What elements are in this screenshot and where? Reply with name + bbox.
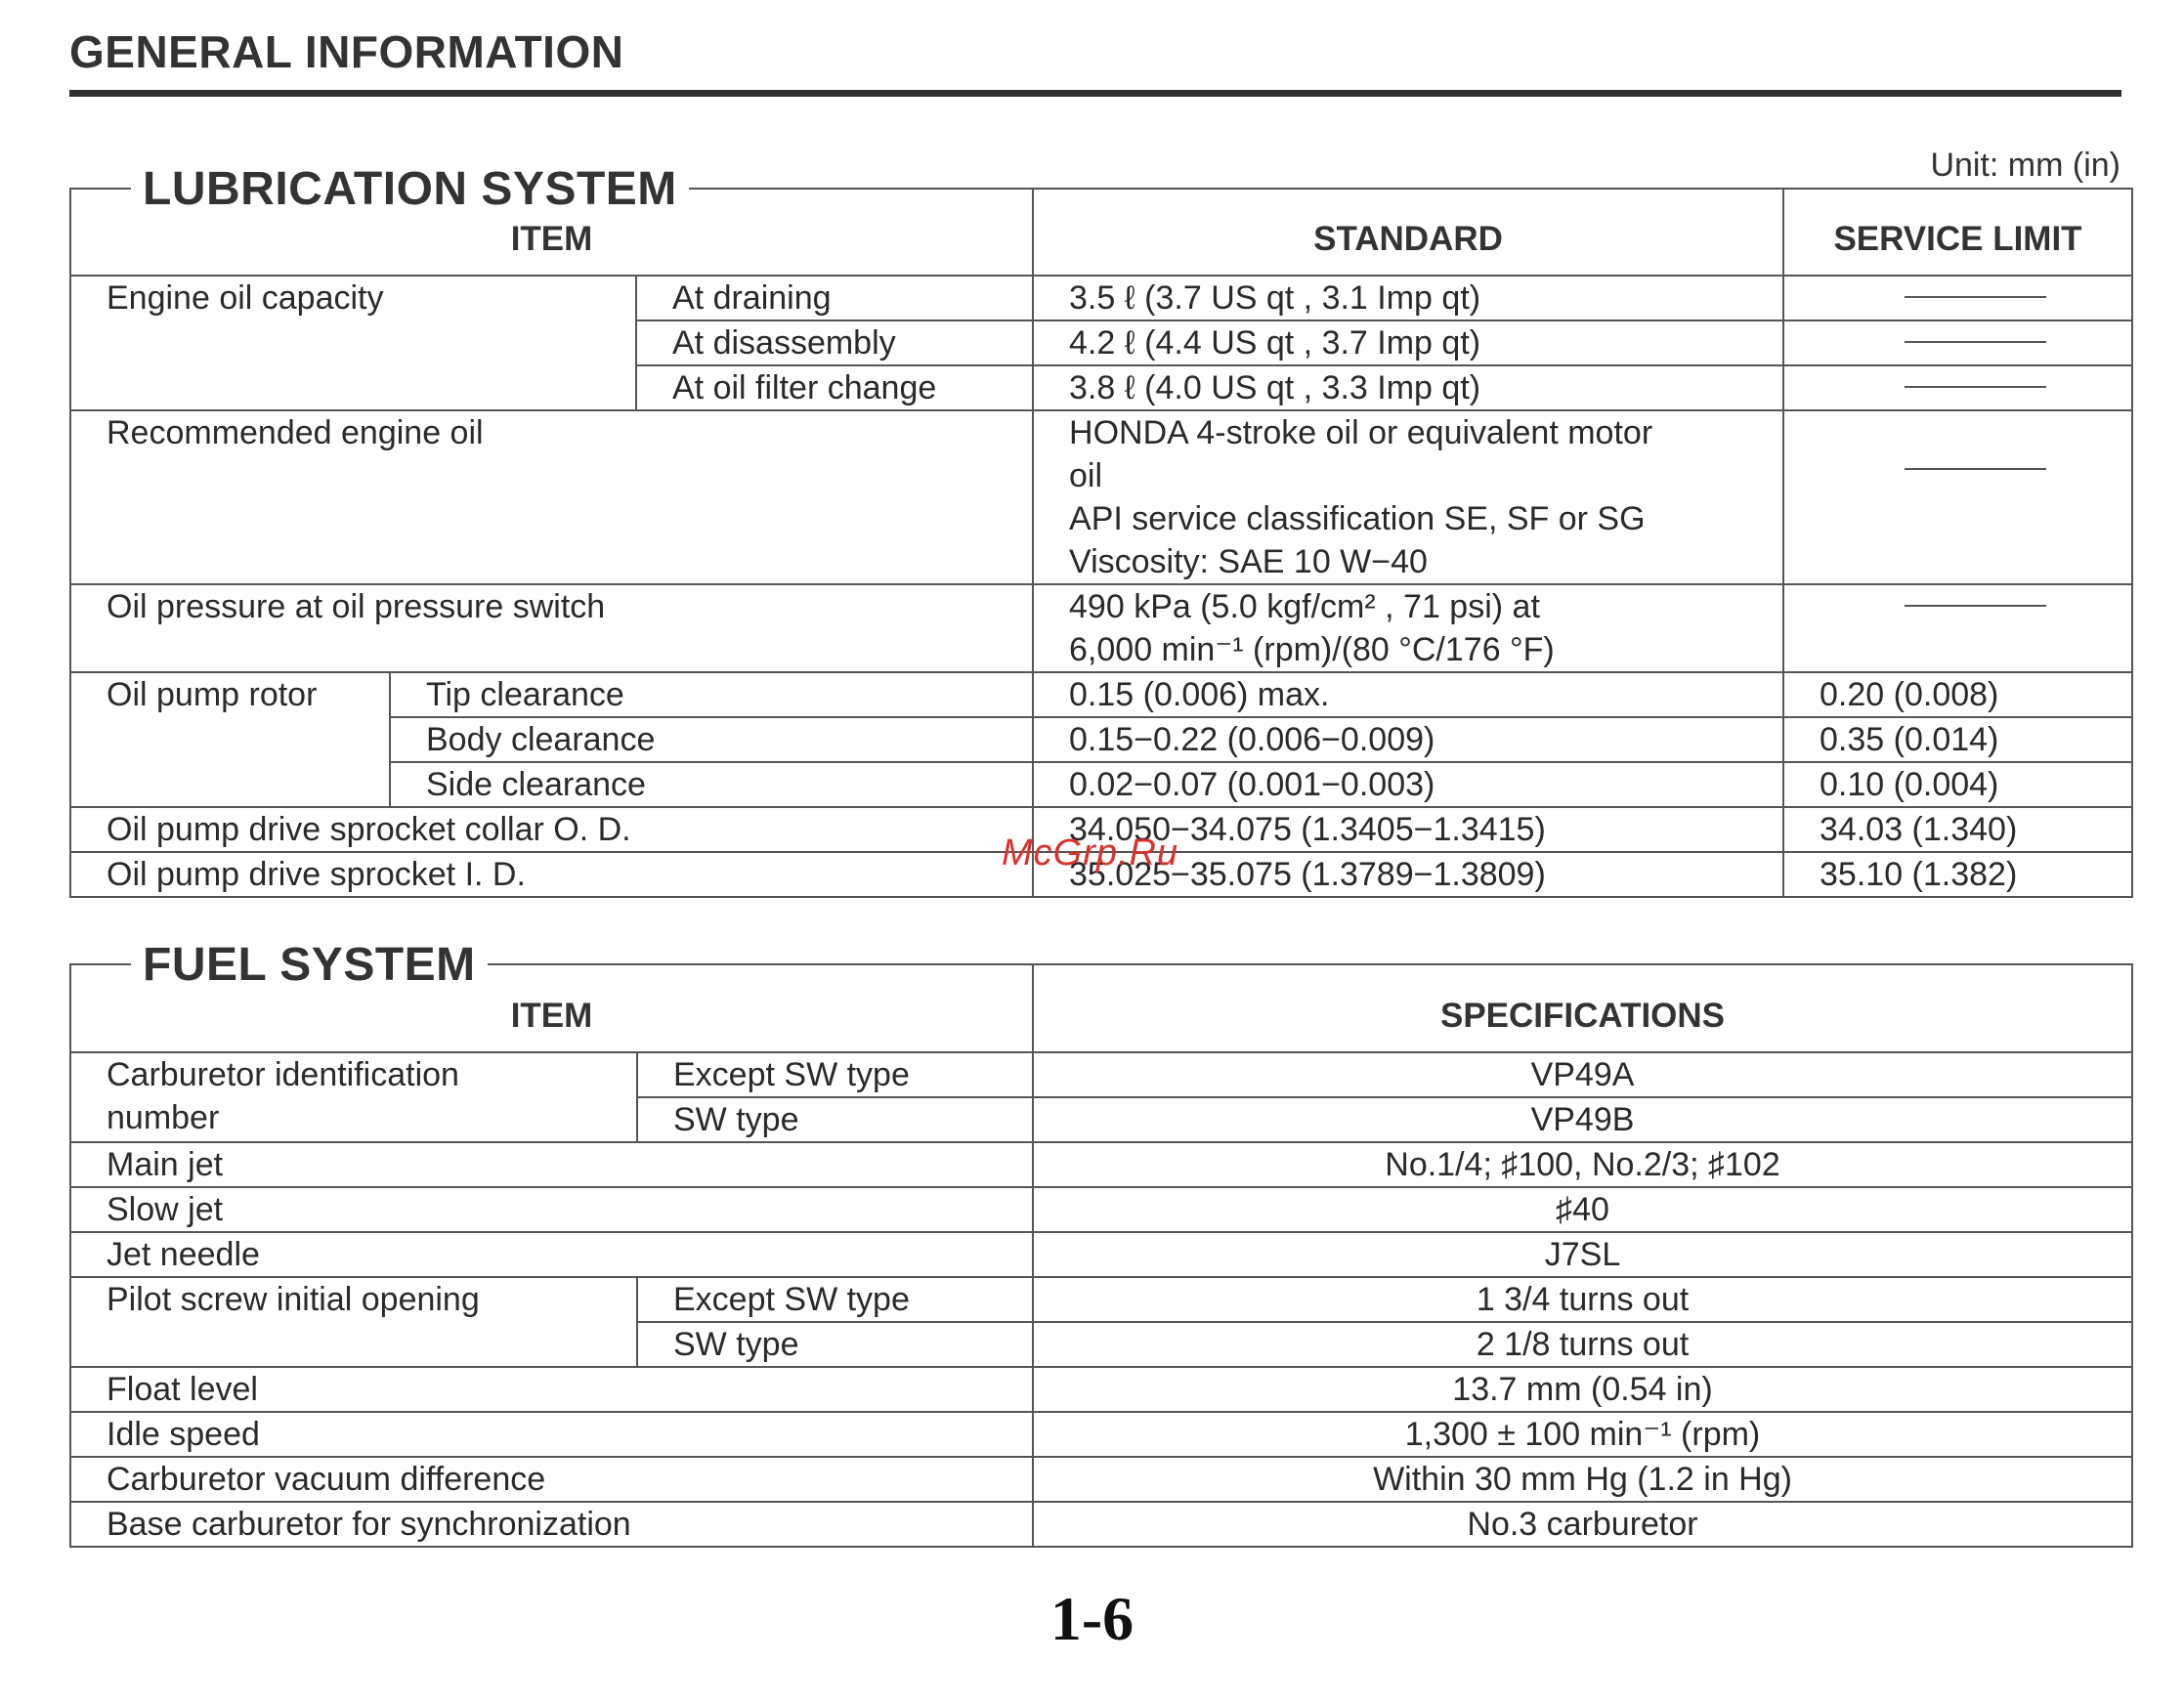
- sprocket-collar-label: Oil pump drive sprocket collar O. D.: [70, 807, 1033, 852]
- oil-capacity-standard: 3.5 ℓ (3.7 US qt , 3.1 Imp qt): [1033, 276, 1783, 320]
- pilot-screw-sub: SW type: [637, 1322, 1033, 1367]
- dash-mark: [1905, 296, 2046, 298]
- rotor-limit: 0.35 (0.014): [1783, 717, 2132, 762]
- limit-none: [1783, 365, 2132, 410]
- pilot-screw-label: Pilot screw initial opening: [70, 1277, 637, 1367]
- limit-none: [1783, 584, 2132, 672]
- oil-capacity-sub: At draining: [636, 276, 1033, 320]
- pilot-screw-spec: 1 3/4 turns out: [1033, 1277, 2132, 1322]
- rotor-standard: 0.02−0.07 (0.001−0.003): [1033, 762, 1783, 807]
- lub-col-limit: SERVICE LIMIT: [1783, 189, 2132, 276]
- sprocket-id-limit: 35.10 (1.382): [1783, 852, 2132, 897]
- jet-needle-label: Jet needle: [70, 1232, 1033, 1277]
- base-carb-label: Base carburetor for synchronization: [70, 1502, 1033, 1547]
- engine-oil-capacity-label: Engine oil capacity: [70, 276, 636, 410]
- recommended-oil-line: oil: [1069, 457, 1103, 494]
- vacuum-diff-spec: Within 30 mm Hg (1.2 in Hg): [1033, 1457, 2132, 1502]
- rotor-standard: 0.15 (0.006) max.: [1033, 672, 1783, 717]
- pilot-screw-spec: 2 1/8 turns out: [1033, 1322, 2132, 1367]
- oil-pump-rotor-label: Oil pump rotor: [70, 672, 390, 807]
- oil-pressure-line: 6,000 min⁻¹ (rpm)/(80 °C/176 °F): [1069, 631, 1555, 668]
- oil-capacity-sub: At disassembly: [636, 320, 1033, 365]
- dash-mark: [1905, 386, 2046, 388]
- recommended-oil-line: API service classification SE, SF or SG: [1069, 500, 1646, 537]
- slow-jet-label: Slow jet: [70, 1187, 1033, 1232]
- fuel-col-item: ITEM: [70, 964, 1033, 1052]
- recommended-oil-line: Viscosity: SAE 10 W−40: [1069, 543, 1428, 580]
- oil-capacity-standard: 3.8 ℓ (4.0 US qt , 3.3 Imp qt): [1033, 365, 1783, 410]
- page-number: 1-6: [1049, 1584, 1135, 1653]
- carb-id-label-line: number: [107, 1099, 220, 1136]
- main-jet-label: Main jet: [70, 1142, 1033, 1187]
- recommended-oil-line: HONDA 4-stroke oil or equivalent motor: [1069, 414, 1653, 451]
- rotor-limit: 0.10 (0.004): [1783, 762, 2132, 807]
- fuel-table: [69, 963, 2133, 1548]
- idle-speed-spec: 1,300 ± 100 min⁻¹ (rpm): [1033, 1412, 2132, 1457]
- slow-jet-spec: ♯40: [1033, 1187, 2132, 1232]
- float-level-spec: 13.7 mm (0.54 in): [1033, 1367, 2132, 1412]
- carb-id-sub: Except SW type: [637, 1052, 1033, 1097]
- sprocket-id-standard: 35.025−35.075 (1.3789−1.3809): [1033, 852, 1783, 897]
- carb-id-sub: SW type: [637, 1097, 1033, 1142]
- lubrication-section-title: LUBRICATION SYSTEM: [131, 162, 689, 216]
- fuel-section-title: FUEL SYSTEM: [131, 938, 488, 992]
- page-header-title: GENERAL INFORMATION: [69, 26, 624, 77]
- rotor-standard: 0.15−0.22 (0.006−0.009): [1033, 717, 1783, 762]
- rotor-sub: Tip clearance: [390, 672, 1033, 717]
- dash-mark: [1905, 341, 2046, 343]
- recommended-oil-standard: [1033, 410, 1783, 584]
- oil-capacity-sub: At oil filter change: [636, 365, 1033, 410]
- rotor-sub: Body clearance: [390, 717, 1033, 762]
- limit-none: [1783, 410, 2132, 584]
- limit-none: [1783, 320, 2132, 365]
- limit-none: [1783, 276, 2132, 320]
- carb-id-label: [70, 1052, 637, 1142]
- sprocket-collar-limit: 34.03 (1.340): [1783, 807, 2132, 852]
- oil-pressure-line: 490 kPa (5.0 kgf/cm² , 71 psi) at: [1069, 588, 1540, 625]
- oil-capacity-standard: 4.2 ℓ (4.4 US qt , 3.7 Imp qt): [1033, 320, 1783, 365]
- sprocket-collar-standard: 34.050−34.075 (1.3405−1.3415): [1033, 807, 1783, 852]
- recommended-oil-label: Recommended engine oil: [70, 410, 1033, 584]
- pilot-screw-sub: Except SW type: [637, 1277, 1033, 1322]
- main-jet-spec: No.1/4; ♯100, No.2/3; ♯102: [1033, 1142, 2132, 1187]
- carb-id-label-line: Carburetor identification: [107, 1056, 459, 1093]
- sprocket-id-label: Oil pump drive sprocket I. D.: [70, 852, 1033, 897]
- lub-col-item: ITEM: [70, 189, 1033, 276]
- oil-pressure-standard: [1033, 584, 1783, 672]
- header-rule: [69, 90, 2121, 97]
- idle-speed-label: Idle speed: [70, 1412, 1033, 1457]
- dash-mark: [1905, 605, 2046, 607]
- vacuum-diff-label: Carburetor vacuum difference: [70, 1457, 1033, 1502]
- lub-col-standard: STANDARD: [1033, 189, 1783, 276]
- unit-label: Unit: mm (in): [1930, 147, 2120, 184]
- lubrication-table: [69, 188, 2133, 898]
- rotor-sub: Side clearance: [390, 762, 1033, 807]
- rotor-limit: 0.20 (0.008): [1783, 672, 2132, 717]
- dash-mark: [1905, 468, 2046, 470]
- oil-pressure-label: Oil pressure at oil pressure switch: [70, 584, 1033, 672]
- carb-id-spec: VP49B: [1033, 1097, 2132, 1142]
- jet-needle-spec: J7SL: [1033, 1232, 2132, 1277]
- fuel-col-spec: SPECIFICATIONS: [1033, 964, 2132, 1052]
- carb-id-spec: VP49A: [1033, 1052, 2132, 1097]
- base-carb-spec: No.3 carburetor: [1033, 1502, 2132, 1547]
- float-level-label: Float level: [70, 1367, 1033, 1412]
- watermark: McGrp.Ru: [1002, 832, 1179, 874]
